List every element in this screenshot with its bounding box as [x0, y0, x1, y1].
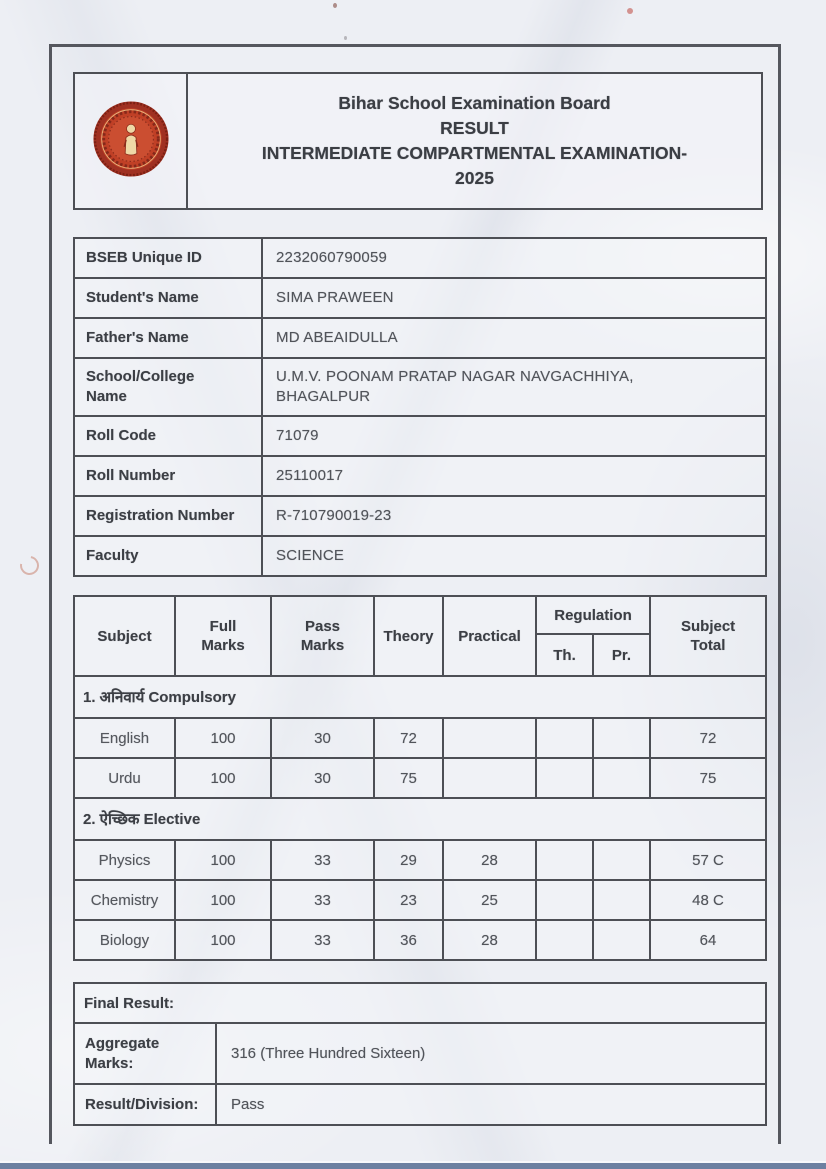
- theory-marks: 36: [374, 920, 443, 960]
- practical-marks: 28: [443, 840, 536, 880]
- pass-marks: 33: [271, 840, 374, 880]
- regulation-pr: [593, 920, 650, 960]
- full-marks: 100: [175, 840, 271, 880]
- pass-marks: 33: [271, 880, 374, 920]
- field-value: Pass: [216, 1084, 766, 1125]
- theory-marks: 72: [374, 718, 443, 758]
- field-value: 25110017: [262, 456, 766, 496]
- subject-row: [74, 920, 766, 960]
- field-label: Registration Number: [74, 496, 262, 536]
- pass-marks: 33: [271, 920, 374, 960]
- field-label: Student's Name: [74, 278, 262, 318]
- col-header-practical: Practical: [443, 596, 536, 676]
- table-row: [74, 416, 766, 456]
- field-label: Aggregate Marks:: [74, 1023, 216, 1084]
- subject-row: [74, 840, 766, 880]
- subject-total: 75: [650, 758, 766, 798]
- subject-total: 64: [650, 920, 766, 960]
- pass-marks: 30: [271, 718, 374, 758]
- table-row: [74, 1023, 766, 1084]
- regulation-pr: [593, 880, 650, 920]
- section-title: 2. ऐच्छिक Elective: [74, 798, 766, 840]
- theory-marks: 23: [374, 880, 443, 920]
- full-marks: 100: [175, 758, 271, 798]
- table-row: [74, 1084, 766, 1125]
- scan-edge-strip: [0, 1161, 826, 1169]
- final-result-title: Final Result:: [74, 983, 766, 1023]
- field-value: SCIENCE: [262, 536, 766, 576]
- subject-name: Urdu: [74, 758, 175, 798]
- col-header-regulation-pr: Pr.: [593, 634, 650, 676]
- full-marks: 100: [175, 880, 271, 920]
- regulation-pr: [593, 718, 650, 758]
- scan-speck: [333, 3, 337, 8]
- theory-marks: 75: [374, 758, 443, 798]
- col-header-subject: Subject: [74, 596, 175, 676]
- section-row: [74, 798, 766, 840]
- regulation-th: [536, 840, 593, 880]
- col-header-regulation-th: Th.: [536, 634, 593, 676]
- board-name: Bihar School Examination Board: [338, 93, 611, 113]
- regulation-th: [536, 880, 593, 920]
- final-result-title-row: [74, 983, 766, 1023]
- col-header-pass-marks: Pass Marks: [271, 596, 374, 676]
- subject-row: [74, 718, 766, 758]
- regulation-pr: [593, 840, 650, 880]
- subject-name: Biology: [74, 920, 175, 960]
- subject-name: English: [74, 718, 175, 758]
- practical-marks: [443, 718, 536, 758]
- table-row: [74, 358, 766, 416]
- field-label: Roll Code: [74, 416, 262, 456]
- scan-speck: [627, 8, 633, 14]
- field-value: R-710790019-23: [262, 496, 766, 536]
- col-header-full-marks: Full Marks: [175, 596, 271, 676]
- student-info-table: [73, 237, 767, 577]
- table-row: [74, 536, 766, 576]
- regulation-pr: [593, 758, 650, 798]
- regulation-th: [536, 920, 593, 960]
- table-row: [74, 278, 766, 318]
- logo-cell: [75, 74, 188, 208]
- col-header-regulation: Regulation: [536, 596, 650, 634]
- field-label: Result/Division:: [74, 1084, 216, 1125]
- subject-total: 72: [650, 718, 766, 758]
- result-label: RESULT: [440, 118, 509, 138]
- field-value: SIMA PRAWEEN: [262, 278, 766, 318]
- marks-table: [73, 595, 767, 961]
- scan-speck: [344, 36, 347, 40]
- pass-marks: 30: [271, 758, 374, 798]
- subject-total: 57 C: [650, 840, 766, 880]
- exam-name-line2: 2025: [455, 168, 494, 188]
- subject-total: 48 C: [650, 880, 766, 920]
- col-header-subject-total: Subject Total: [650, 596, 766, 676]
- regulation-th: [536, 718, 593, 758]
- final-result-table: [73, 982, 767, 1126]
- practical-marks: 28: [443, 920, 536, 960]
- field-label: BSEB Unique ID: [74, 238, 262, 278]
- regulation-th: [536, 758, 593, 798]
- pen-mark: [16, 552, 42, 578]
- field-label: School/College Name: [74, 358, 262, 416]
- marks-header-row-1: [74, 596, 766, 634]
- field-value: U.M.V. POONAM PRATAP NAGAR NAVGACHHIYA, BHAGALPUR: [262, 358, 766, 416]
- subject-name: Physics: [74, 840, 175, 880]
- header-title-block: [188, 74, 761, 208]
- practical-marks: [443, 758, 536, 798]
- table-row: [74, 496, 766, 536]
- practical-marks: 25: [443, 880, 536, 920]
- table-row: [74, 456, 766, 496]
- table-row: [74, 238, 766, 278]
- section-title: 1. अनिवार्य Compulsory: [74, 676, 766, 718]
- subject-row: [74, 880, 766, 920]
- table-row: [74, 318, 766, 358]
- col-header-theory: Theory: [374, 596, 443, 676]
- full-marks: 100: [175, 718, 271, 758]
- field-label: Faculty: [74, 536, 262, 576]
- subject-name: Chemistry: [74, 880, 175, 920]
- header: [73, 72, 763, 210]
- field-value: 316 (Three Hundred Sixteen): [216, 1023, 766, 1084]
- field-value: 2232060790059: [262, 238, 766, 278]
- field-value: 71079: [262, 416, 766, 456]
- field-value: MD ABEAIDULLA: [262, 318, 766, 358]
- theory-marks: 29: [374, 840, 443, 880]
- field-label: Father's Name: [74, 318, 262, 358]
- section-row: [74, 676, 766, 718]
- bseb-seal-icon: [92, 100, 170, 183]
- exam-name-line1: INTERMEDIATE COMPARTMENTAL EXAMINATION-: [261, 143, 688, 163]
- subject-row: [74, 758, 766, 798]
- field-label: Roll Number: [74, 456, 262, 496]
- full-marks: 100: [175, 920, 271, 960]
